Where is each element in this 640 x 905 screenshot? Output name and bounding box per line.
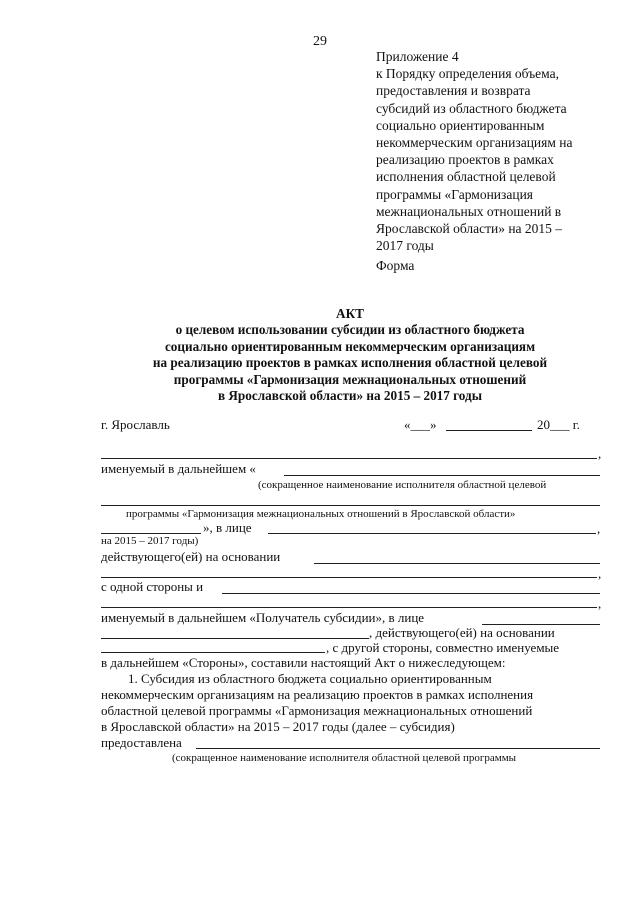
short-name-line-2[interactable] (101, 505, 600, 506)
named-further-text: именуемый в дальнейшем « (101, 461, 256, 476)
appendix-line: программы «Гармонизация (376, 186, 534, 202)
in-person-text: », в лице (203, 520, 252, 535)
appendix-line: Ярославской области» на 2015 – (376, 221, 563, 237)
short-name-line[interactable] (284, 475, 600, 476)
party-one-line[interactable] (101, 458, 597, 459)
appendix-line: предоставления и возврата (376, 83, 531, 99)
form-label: Форма (376, 258, 415, 273)
party-two-line[interactable] (222, 593, 600, 594)
party-two-line-2[interactable] (101, 607, 597, 608)
hint-provided-to: (сокращенное наименование исполнителя областной целевой программы (172, 752, 517, 764)
paragraph-1-line: областной целевой программы «Гармонизация межнациональных отношений (101, 703, 533, 718)
paragraph-1-line: 1. Субсидия из областного бюджета социально ориентированным (128, 671, 492, 686)
title-line: программы «Гармонизация межнациональных отношений (173, 371, 527, 387)
date-day: «___» (404, 417, 437, 432)
recipient-basis-line[interactable] (101, 652, 325, 653)
paragraph-1-line: некоммерческим организациям на реализацию проектов в рамках исполнения (101, 687, 534, 702)
one-side-text: с одной стороны и (101, 579, 204, 594)
paragraph-1-line: в Ярославской области» на 2015 – 2017 годы (далее – субсидия) (101, 719, 455, 734)
recipient-person-line-2[interactable] (101, 638, 369, 639)
provided-to-line[interactable] (196, 748, 600, 749)
basis-line-2[interactable] (101, 577, 597, 578)
appendix-line: реализацию проектов в рамках (376, 152, 554, 168)
short-name-line-3[interactable] (101, 533, 201, 534)
title-line: социально ориентированным некоммерческим организациям (164, 338, 536, 354)
place-text: г. Ярославль (101, 417, 170, 432)
appendix-line: межнациональных отношений в (376, 203, 562, 219)
appendix-line: исполнения областной целевой (376, 169, 556, 185)
in-person-line[interactable] (268, 533, 596, 534)
appendix-line: субсидий из областного бюджета (376, 100, 567, 116)
appendix-line: 2017 годы (376, 238, 434, 254)
hint-years: на 2015 – 2017 годы) (101, 535, 199, 547)
appendix-header (376, 48, 572, 254)
hint-short-name: (сокращенное наименование исполнителя областной целевой (258, 479, 547, 491)
date-year: 20___ г. (537, 417, 580, 432)
date-month-line[interactable] (446, 430, 532, 431)
appendix-line: Приложение 4 (376, 49, 459, 64)
named-recipient-text: именуемый в дальнейшем «Получатель субсидии», в лице (101, 610, 425, 625)
basis-line[interactable] (314, 563, 600, 564)
title-line: в Ярославской области» на 2015 – 2017 годы (217, 388, 482, 404)
appendix-line: некоммерческим организациям на (376, 135, 573, 151)
paragraph-1-line: предоставлена (101, 735, 182, 750)
parties-text: в дальнейшем «Стороны», составили настоящий Акт о нижеследующем: (101, 655, 506, 670)
appendix-line: к Порядку определения объема, (376, 66, 559, 82)
other-side-text: , с другой стороны, совместно именуемые (326, 640, 560, 655)
title-line: АКТ (336, 306, 364, 321)
acting-on-basis-text: действующего(ей) на основании (101, 549, 281, 564)
hint-program: программы «Гармонизация межнациональных отношений в Ярославской области» (126, 508, 516, 520)
title-line: на реализацию проектов в рамках исполнения областной целевой (152, 355, 548, 371)
title-line: о целевом использовании субсидии из областного бюджета (175, 322, 525, 338)
document-title (80, 306, 620, 404)
page-number: 29 (313, 34, 327, 49)
appendix-line: социально ориентированным (376, 117, 545, 133)
acting-on-basis-2-text: , действующего(ей) на основании (369, 625, 555, 640)
